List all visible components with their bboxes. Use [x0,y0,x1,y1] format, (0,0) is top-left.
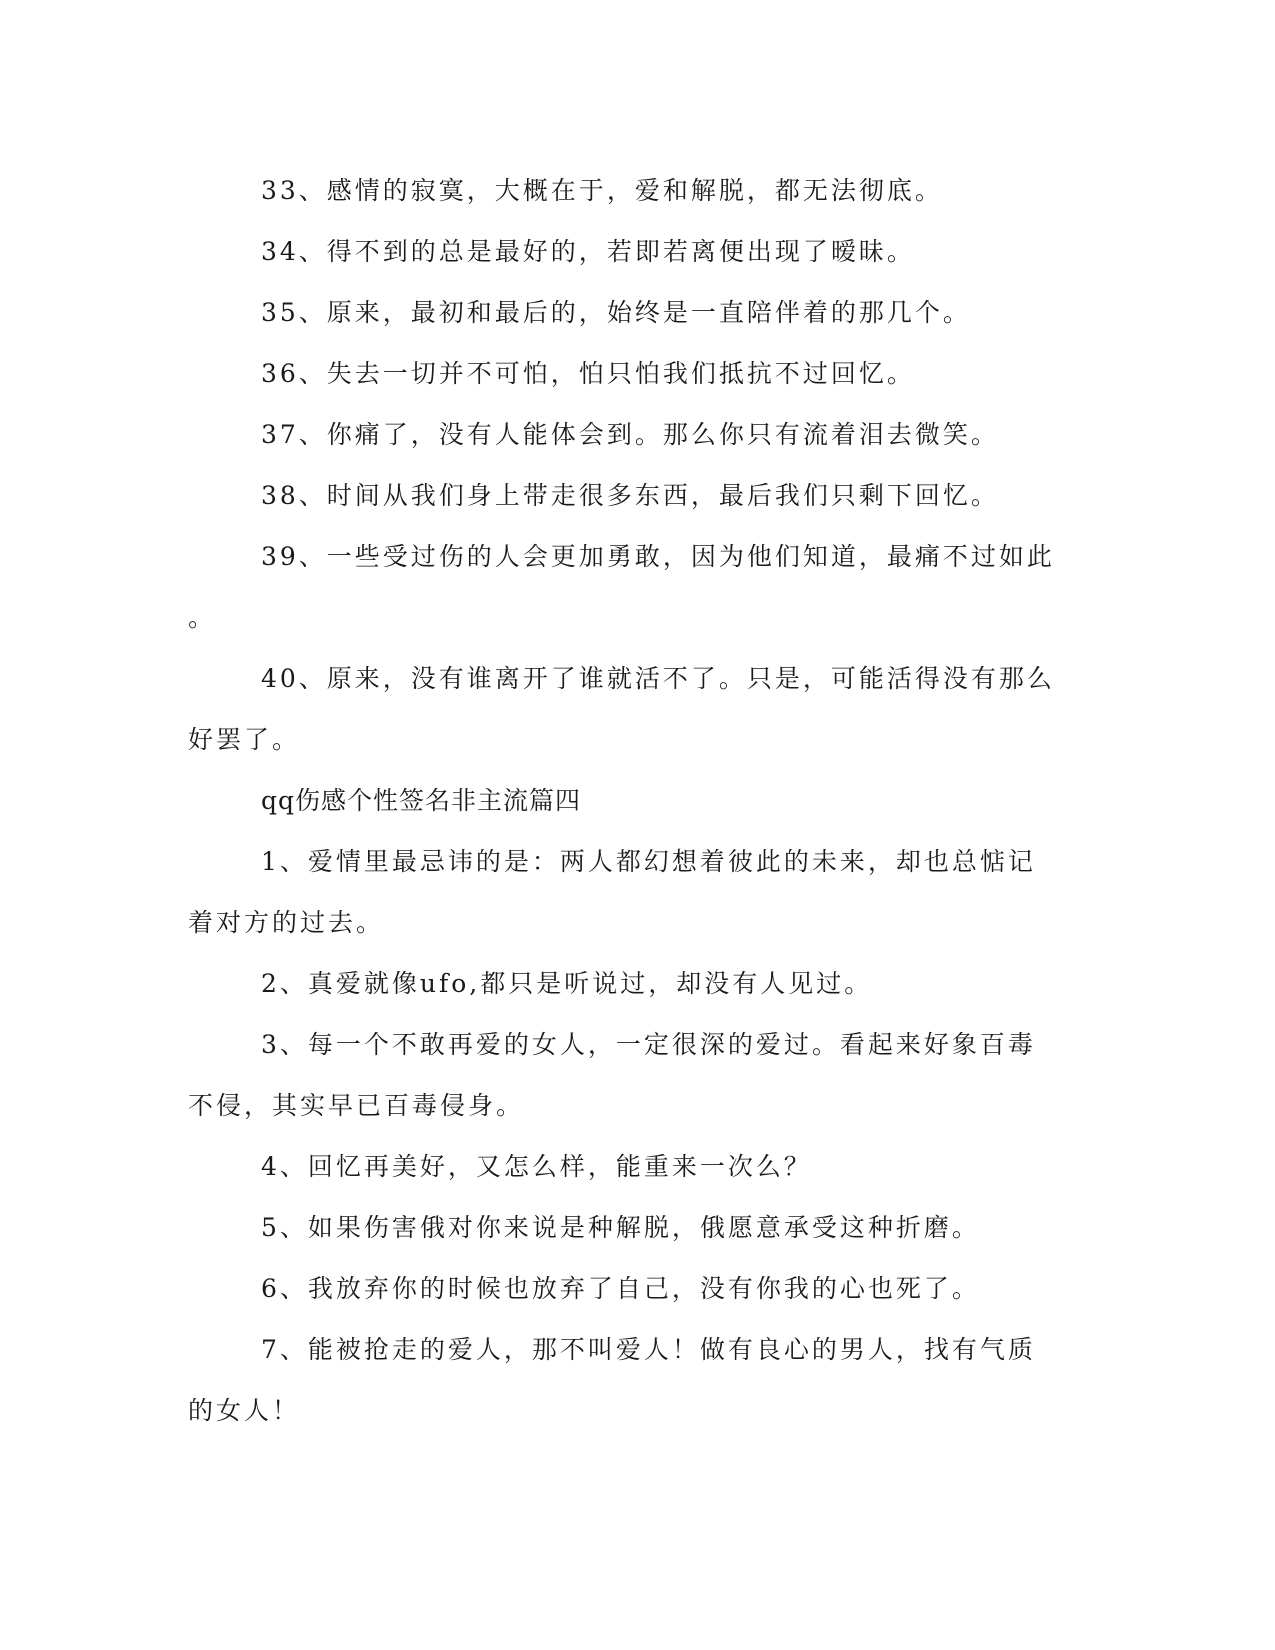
paragraph-line-37: 37、你痛了，没有人能体会到。那么你只有流着泪去微笑。 [261,420,999,449]
paragraph-line-4: 4、回忆再美好，又怎么样，能重来一次么？ [261,1152,812,1181]
paragraph-line-38: 38、时间从我们身上带走很多东西，最后我们只剩下回忆。 [261,481,999,510]
paragraph-line-5: 5、如果伤害俄对你来说是种解脱，俄愿意承受这种折磨。 [261,1213,980,1242]
paragraph-line-40: 40、原来，没有谁离开了谁就活不了。只是，可能活得没有那么 [261,664,1055,693]
paragraph-line-39-cont: 。 [188,603,217,632]
paragraph-line-35: 35、原来，最初和最后的，始终是一直陪伴着的那几个。 [261,298,971,327]
paragraph-line-36: 36、失去一切并不可怕，怕只怕我们抵抗不过回忆。 [261,359,915,388]
paragraph-line-7: 7、能被抢走的爱人，那不叫爱人！做有良心的男人，找有气质 [261,1335,1036,1364]
paragraph-line-6: 6、我放弃你的时候也放弃了自己，没有你我的心也死了。 [261,1274,980,1303]
paragraph-line-34: 34、得不到的总是最好的，若即若离便出现了暧昧。 [261,237,915,266]
paragraph-line-2: 2、真爱就像ufo,都只是听说过，却没有人见过。 [261,969,873,998]
paragraph-line-33: 33、感情的寂寞，大概在于，爱和解脱，都无法彻底。 [261,176,943,205]
paragraph-line-3: 3、每一个不敢再爱的女人，一定很深的爱过。看起来好象百毒 [261,1030,1036,1059]
paragraph-line-39: 39、一些受过伤的人会更加勇敢，因为他们知道，最痛不过如此 [261,542,1055,571]
paragraph-line-40-cont: 好罢了。 [188,725,301,754]
paragraph-line-3-cont: 不侵，其实早已百毒侵身。 [188,1091,525,1120]
paragraph-line-7-cont: 的女人！ [188,1396,301,1425]
document-page [188,160,1078,1441]
section-heading: qq伤感个性签名非主流篇四 [261,786,582,815]
paragraph-line-1: 1、爱情里最忌讳的是：两人都幻想着彼此的未来，却也总惦记 [261,847,1036,876]
paragraph-line-1-cont: 着对方的过去。 [188,908,385,937]
